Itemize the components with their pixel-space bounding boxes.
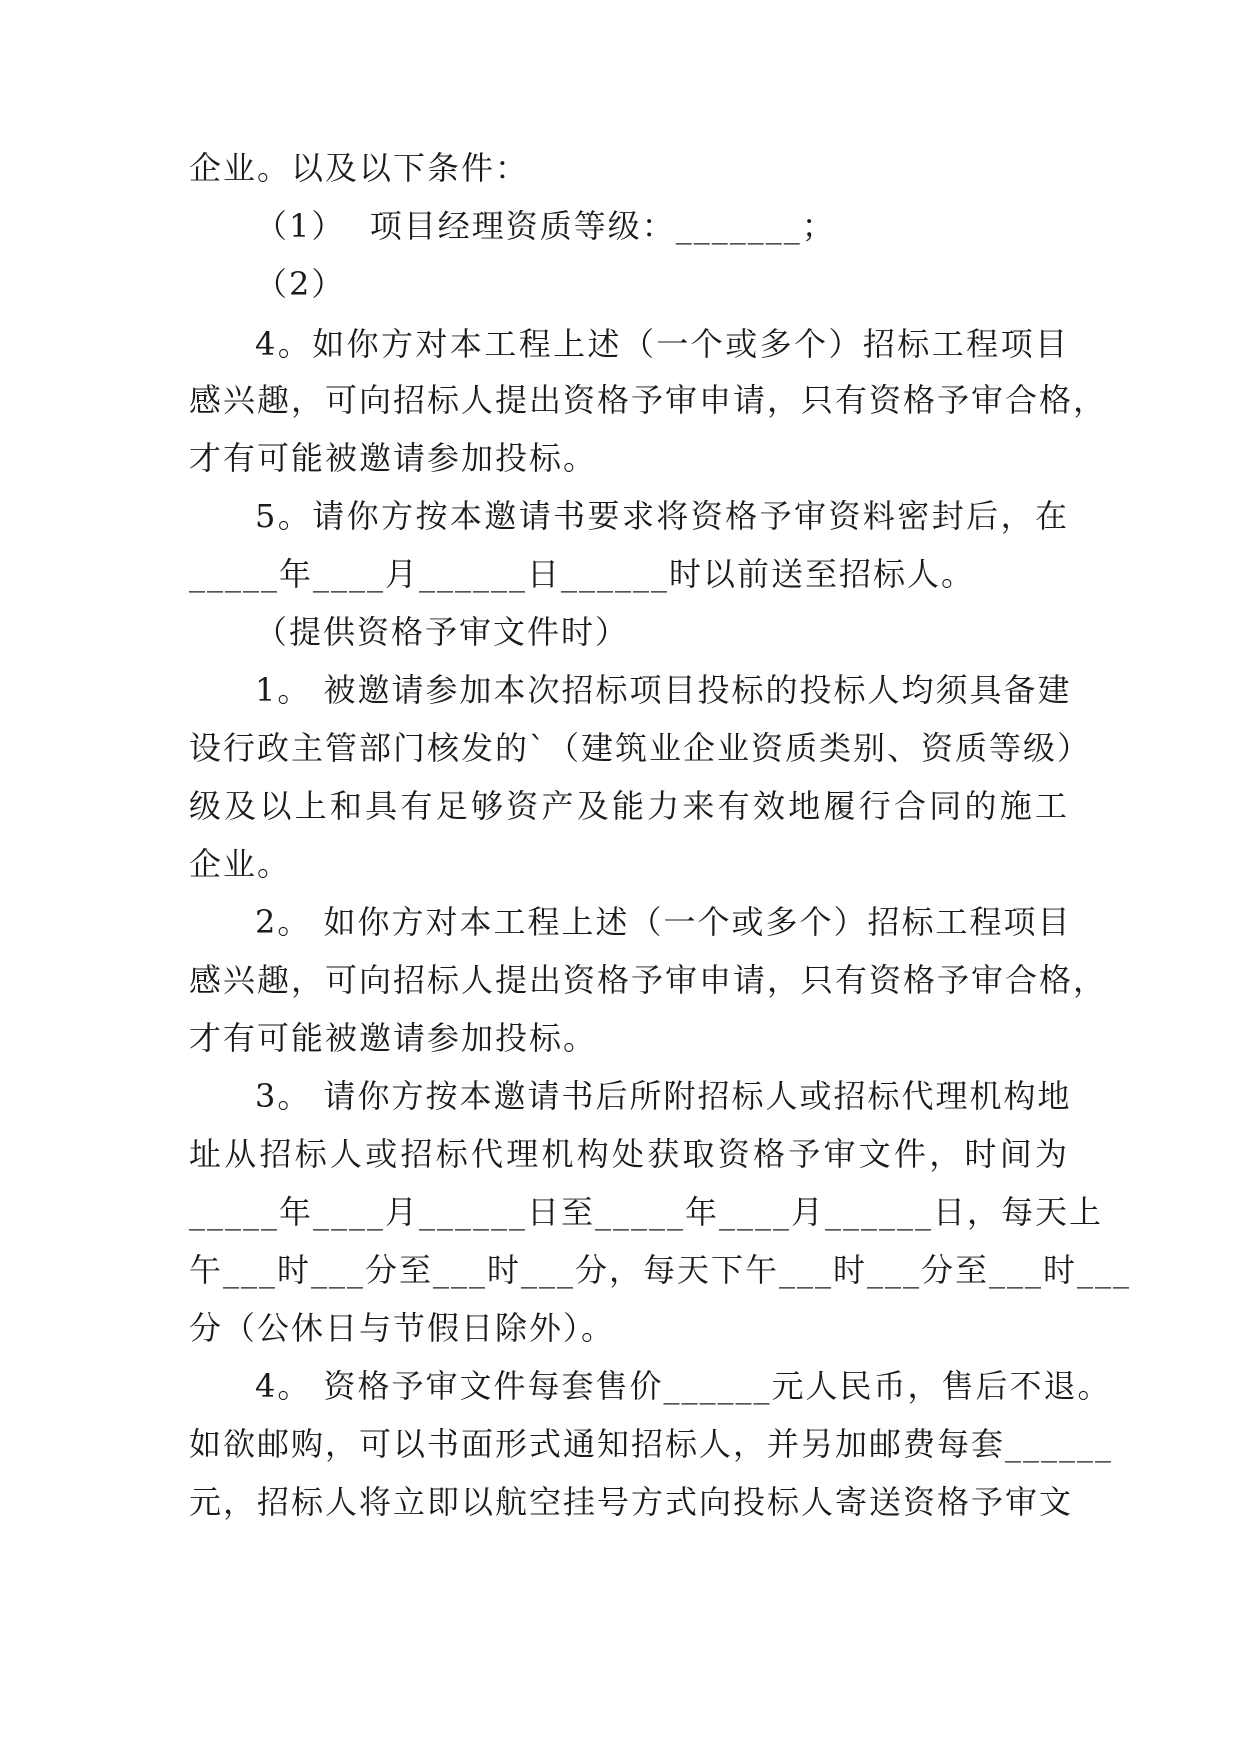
item-4-line-2: 如欲邮购，可以书面形式通知招标人，并另加邮费每套______ [189, 1425, 1114, 1463]
paragraph-4-line-1: 4。如你方对本工程上述（一个或多个）招标工程项目 [255, 325, 1069, 363]
item-3-line-5: 分（公休日与节假日除外）。 [189, 1309, 616, 1347]
section-heading: （提供资格予审文件时） [255, 613, 630, 651]
item-2-line-1: 2。 如你方对本工程上述（一个或多个）招标工程项目 [255, 903, 1072, 941]
item-1-line-3: 级及以上和具有足够资产及能力来有效地履行合同的施工 [189, 787, 1069, 825]
item-3-line-3: _____年____月______日至_____年____月______日，每天上 [189, 1193, 1104, 1231]
text-line: 企业。以及以下条件： [189, 149, 530, 187]
item-1-line-4: 企业。 [189, 845, 292, 883]
item-3-line-4: 午___时___分至___时___分，每天下午___时___分至___时___ [189, 1251, 1132, 1289]
condition-item-2: （2） [255, 265, 346, 303]
paragraph-4-line-3: 才有可能被邀请参加投标。 [189, 439, 598, 477]
item-2-line-2: 感兴趣，可向招标人提出资格予审申请，只有资格予审合格， [189, 961, 1108, 999]
item-4-line-3: 元，招标人将立即以航空挂号方式向投标人寄送资格予审文 [189, 1483, 1074, 1521]
item-1-line-2: 设行政主管部门核发的`（建筑业企业资质类别、资质等级） [189, 729, 1092, 767]
item-2-line-3: 才有可能被邀请参加投标。 [189, 1019, 598, 1057]
item-4-line-1: 4。 资格予审文件每套售价______元人民币，售后不退。 [255, 1367, 1112, 1405]
condition-item-1: （1） 项目经理资质等级：_______； [255, 207, 836, 245]
paragraph-5-line-1: 5。请你方按本邀请书要求将资格予审资料密封后，在 [255, 497, 1069, 535]
item-3-line-1: 3。 请你方按本邀请书后所附招标人或招标代理机构地 [255, 1077, 1072, 1115]
item-1-line-1: 1。 被邀请参加本次招标项目投标的投标人均须具备建 [255, 671, 1072, 709]
paragraph-4-line-2: 感兴趣，可向招标人提出资格予审申请，只有资格予审合格， [189, 381, 1108, 419]
item-3-line-2: 址从招标人或招标代理机构处获取资格予审文件，时间为 [189, 1135, 1069, 1173]
paragraph-5-line-2: _____年____月______日______时以前送至招标人。 [189, 555, 976, 593]
